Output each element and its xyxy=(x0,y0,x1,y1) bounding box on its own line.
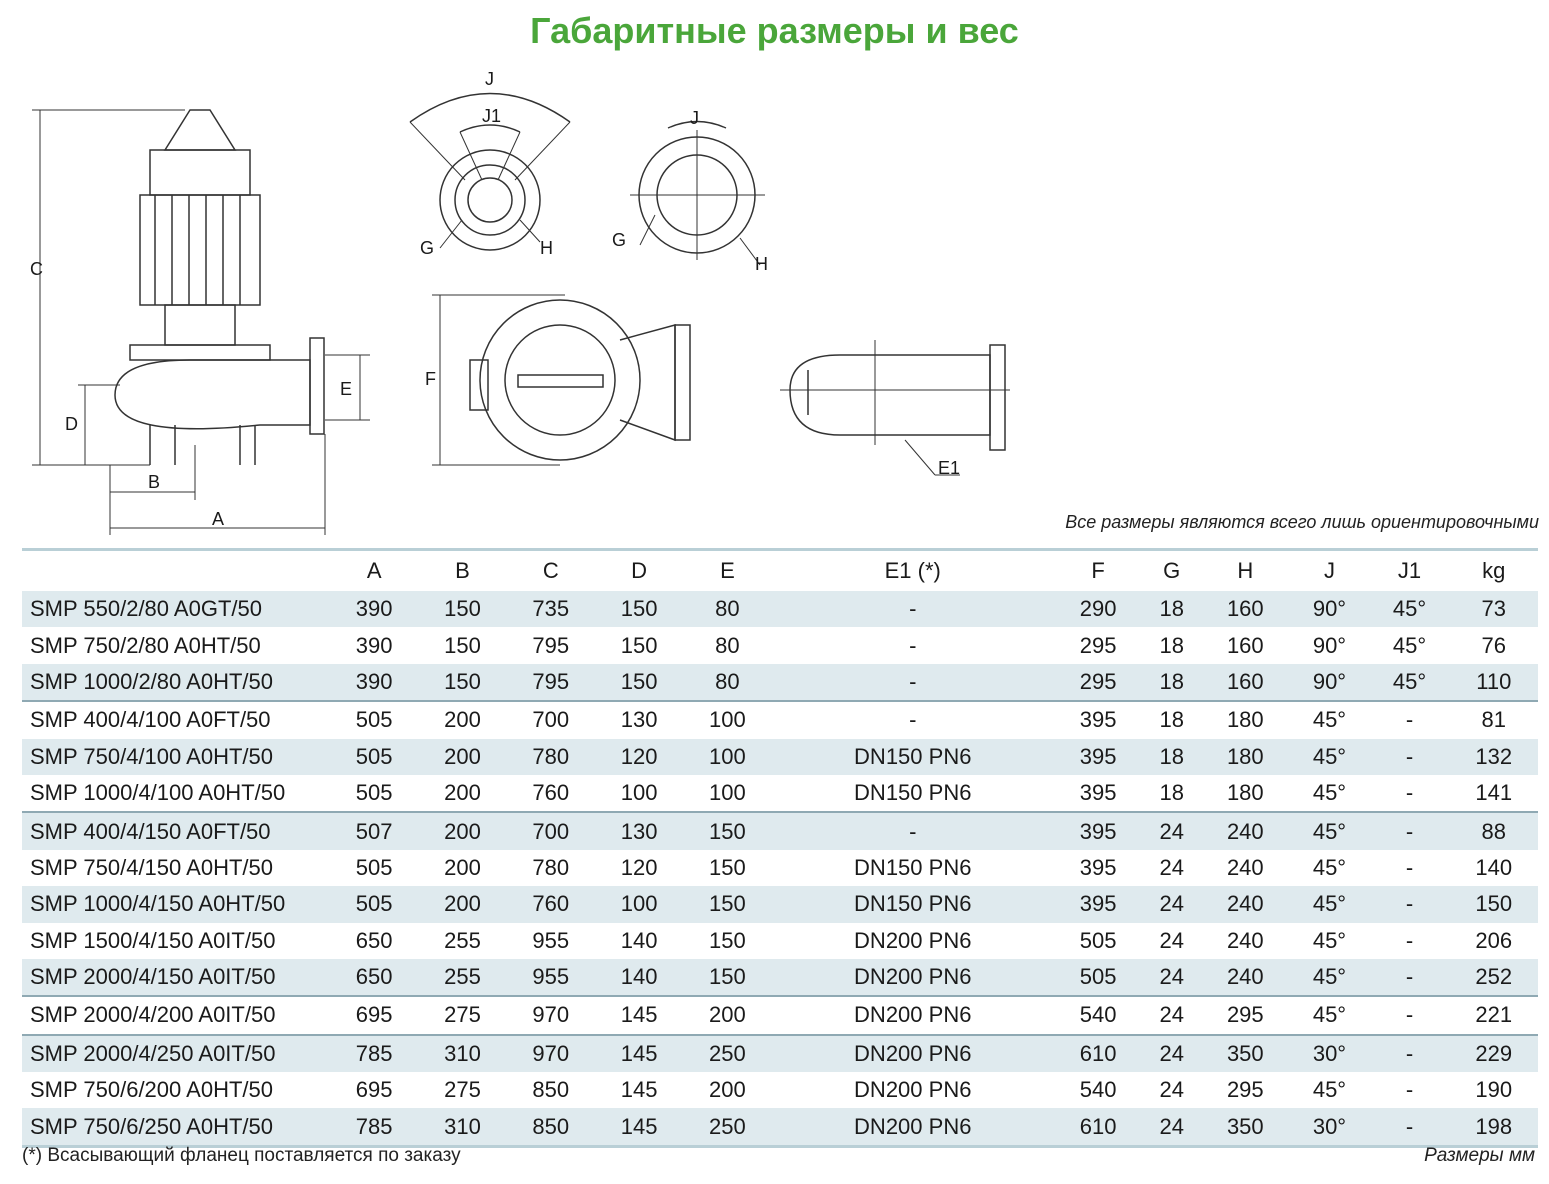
value-cell: 90° xyxy=(1289,591,1369,627)
value-cell: 395 xyxy=(1079,854,1117,880)
model-cell: SMP 400/4/100 A0FT/50 xyxy=(22,701,330,738)
col-f: F xyxy=(1054,550,1142,592)
table-body xyxy=(22,591,1538,1146)
value-cell: 150 xyxy=(418,664,506,701)
value-cell: 45° xyxy=(1289,701,1369,738)
value-cell: 160 xyxy=(1201,664,1289,701)
col-model xyxy=(22,550,330,592)
col-kg: kg xyxy=(1450,550,1538,592)
value-cell: 295 xyxy=(1054,664,1142,701)
label-g-small: G xyxy=(420,238,435,258)
units-note: Размеры мм xyxy=(1424,1145,1535,1166)
value-cell: - xyxy=(1370,739,1450,775)
value-cell: 18 xyxy=(1159,632,1184,658)
technical-drawings xyxy=(0,70,1549,550)
dimensions-table xyxy=(22,548,1538,1148)
value-cell: 45° xyxy=(1392,632,1427,658)
value-cell: DN200 PN6 xyxy=(772,1108,1054,1146)
value-cell: 200 xyxy=(418,812,506,849)
value-cell: 18 xyxy=(1159,780,1184,806)
value-cell: 200 xyxy=(418,886,506,922)
value-cell: 45° xyxy=(1370,664,1450,701)
value-cell: 45° xyxy=(1312,927,1347,953)
model-cell: SMP 1000/2/80 A0HT/50 xyxy=(22,664,330,701)
value-cell: 180 xyxy=(1226,780,1264,806)
value-cell: 735 xyxy=(507,591,595,627)
value-cell: 250 xyxy=(683,1035,771,1072)
value-cell: DN200 PN6 xyxy=(854,927,972,953)
value-cell: 350 xyxy=(1201,1035,1289,1072)
value-cell: 132 xyxy=(1450,739,1538,775)
col-j1: J1 xyxy=(1370,550,1450,592)
value-cell: 18 xyxy=(1142,701,1201,738)
value-cell: 850 xyxy=(507,1108,595,1146)
value-cell: 45° xyxy=(1289,959,1369,996)
value-cell: 150 xyxy=(595,664,683,701)
value-cell: 45° xyxy=(1312,1077,1347,1103)
value-cell: DN150 PN6 xyxy=(854,854,972,880)
label-j1: J1 xyxy=(482,106,502,126)
value-cell: 18 xyxy=(1142,739,1201,775)
value-cell: 45° xyxy=(1289,739,1369,775)
label-h-small: H xyxy=(540,238,553,258)
value-cell: DN200 PN6 xyxy=(772,1035,1054,1072)
value-cell: - xyxy=(1370,1035,1450,1072)
col-e: E xyxy=(683,550,771,592)
value-cell: 650 xyxy=(330,959,418,996)
col-e1: E1 (*) xyxy=(772,550,1054,592)
value-cell: 650 xyxy=(355,927,393,953)
value-cell: 200 xyxy=(444,854,481,880)
value-cell: 255 xyxy=(418,959,506,996)
value-cell: 507 xyxy=(330,812,418,849)
value-cell: 90° xyxy=(1312,632,1347,658)
table-row xyxy=(22,775,1538,812)
value-cell: 700 xyxy=(507,701,595,738)
value-cell: 395 xyxy=(1054,886,1142,922)
value-cell: DN150 PN6 xyxy=(772,886,1054,922)
value-cell: 24 xyxy=(1142,1035,1201,1072)
model-cell: SMP 1000/4/150 A0HT/50 xyxy=(22,886,330,922)
value-cell: 505 xyxy=(330,886,418,922)
value-cell: 200 xyxy=(709,1077,746,1103)
value-cell: 45° xyxy=(1289,812,1369,849)
value-cell: 190 xyxy=(1475,1077,1513,1103)
value-cell: - xyxy=(1405,780,1414,806)
value-cell: 200 xyxy=(418,739,506,775)
value-cell: 150 xyxy=(620,632,658,658)
value-cell: 100 xyxy=(620,780,658,806)
value-cell: 850 xyxy=(532,1077,570,1103)
model-cell: SMP 1500/4/150 A0IT/50 xyxy=(30,927,276,953)
value-cell: 700 xyxy=(507,812,595,849)
value-cell: 295 xyxy=(1226,1077,1264,1103)
value-cell: 45° xyxy=(1289,886,1369,922)
value-cell: 780 xyxy=(532,854,570,880)
value-cell: 505 xyxy=(1054,959,1142,996)
value-cell: 180 xyxy=(1201,701,1289,738)
value-cell: 150 xyxy=(1450,886,1538,922)
value-cell: 81 xyxy=(1450,701,1538,738)
value-cell: 150 xyxy=(418,591,506,627)
value-cell: 80 xyxy=(683,664,771,701)
label-h-large: H xyxy=(755,254,768,274)
value-cell: 785 xyxy=(330,1035,418,1072)
value-cell: 140 xyxy=(1475,854,1513,880)
value-cell: 24 xyxy=(1142,996,1201,1034)
value-cell: 140 xyxy=(595,959,683,996)
value-cell: 45° xyxy=(1289,996,1369,1034)
value-cell: 130 xyxy=(595,701,683,738)
value-cell: 100 xyxy=(683,701,771,738)
value-cell: 255 xyxy=(444,927,481,953)
value-cell: 150 xyxy=(595,591,683,627)
table-row xyxy=(22,591,1538,627)
value-cell: 275 xyxy=(418,996,506,1034)
value-cell: DN150 PN6 xyxy=(854,780,972,806)
value-cell: 80 xyxy=(715,632,740,658)
value-cell: 200 xyxy=(683,996,771,1034)
model-cell: SMP 750/4/150 A0HT/50 xyxy=(30,854,273,880)
value-cell: 955 xyxy=(507,959,595,996)
value-cell: 395 xyxy=(1054,701,1142,738)
model-cell: SMP 550/2/80 A0GT/50 xyxy=(22,591,330,627)
value-cell: 970 xyxy=(507,996,595,1034)
model-cell: SMP 750/6/250 A0HT/50 xyxy=(22,1108,330,1146)
label-e: E xyxy=(340,379,353,399)
value-cell: 30° xyxy=(1289,1035,1369,1072)
value-cell: 120 xyxy=(620,854,658,880)
table-row xyxy=(22,1035,1538,1072)
table-row xyxy=(22,627,1538,663)
value-cell: 24 xyxy=(1142,812,1201,849)
value-cell: - xyxy=(909,632,917,658)
value-cell: 150 xyxy=(444,632,481,658)
pump-top-view-large xyxy=(630,122,765,266)
value-cell: 18 xyxy=(1142,664,1201,701)
table-row xyxy=(22,1108,1538,1146)
value-cell: 695 xyxy=(330,996,418,1034)
label-g-large: G xyxy=(612,230,627,250)
value-cell: DN150 PN6 xyxy=(772,739,1054,775)
value-cell: 73 xyxy=(1450,591,1538,627)
col-c: C xyxy=(507,550,595,592)
value-cell: 275 xyxy=(444,1077,481,1103)
value-cell: - xyxy=(1370,996,1450,1034)
model-cell: SMP 2000/4/150 A0IT/50 xyxy=(22,959,330,996)
col-a: A xyxy=(330,550,418,592)
value-cell: 250 xyxy=(683,1108,771,1146)
table-row xyxy=(22,1072,1538,1108)
drawings-svg xyxy=(0,70,1549,550)
label-a: A xyxy=(212,509,225,529)
value-cell: - xyxy=(1370,886,1450,922)
approximate-note: Все размеры являются всего лишь ориентировочными xyxy=(1065,512,1539,532)
value-cell: 295 xyxy=(1079,632,1117,658)
pump-front-view xyxy=(780,340,1010,475)
value-cell: 80 xyxy=(683,591,771,627)
value-cell: 100 xyxy=(683,739,771,775)
value-cell: 695 xyxy=(355,1077,393,1103)
value-cell: 24 xyxy=(1142,959,1201,996)
label-j-small: J xyxy=(485,70,494,89)
label-b: B xyxy=(148,472,161,492)
value-cell: 505 xyxy=(330,701,418,738)
label-f: F xyxy=(425,369,436,389)
value-cell: 30° xyxy=(1289,1108,1369,1146)
table-row xyxy=(22,886,1538,922)
label-j-large: J xyxy=(690,108,699,128)
label-e1: E1 xyxy=(938,458,961,478)
model-cell: SMP 750/4/100 A0HT/50 xyxy=(22,739,330,775)
value-cell: 206 xyxy=(1475,927,1513,953)
value-cell: 540 xyxy=(1054,996,1142,1034)
value-cell: 760 xyxy=(532,780,570,806)
value-cell: 24 xyxy=(1159,854,1184,880)
value-cell: 76 xyxy=(1481,632,1507,658)
value-cell: 760 xyxy=(507,886,595,922)
value-cell: 200 xyxy=(418,701,506,738)
value-cell: 955 xyxy=(532,927,570,953)
value-cell: 120 xyxy=(595,739,683,775)
value-cell: 150 xyxy=(683,959,771,996)
pump-side-view xyxy=(32,110,370,535)
value-cell: - xyxy=(1370,1108,1450,1146)
value-cell: 610 xyxy=(1054,1108,1142,1146)
value-cell: 198 xyxy=(1450,1108,1538,1146)
value-cell: DN200 PN6 xyxy=(772,996,1054,1034)
table-row xyxy=(22,664,1538,701)
value-cell: 240 xyxy=(1201,886,1289,922)
value-cell: - xyxy=(1370,701,1450,738)
value-cell: 395 xyxy=(1054,739,1142,775)
value-cell: - xyxy=(772,591,1054,627)
value-cell: 150 xyxy=(709,927,746,953)
model-cell: SMP 400/4/150 A0FT/50 xyxy=(22,812,330,849)
footnote: (*) Всасывающий фланец поставляется по заказу xyxy=(22,1145,461,1166)
col-d: D xyxy=(595,550,683,592)
value-cell: 110 xyxy=(1450,664,1538,701)
value-cell: 505 xyxy=(1079,927,1117,953)
value-cell: 45° xyxy=(1312,854,1347,880)
value-cell: 795 xyxy=(532,632,570,658)
value-cell: 290 xyxy=(1054,591,1142,627)
value-cell: 100 xyxy=(709,780,746,806)
value-cell: 229 xyxy=(1450,1035,1538,1072)
value-cell: 24 xyxy=(1142,1108,1201,1146)
table-row xyxy=(22,701,1538,738)
value-cell: 395 xyxy=(1054,812,1142,849)
model-cell: SMP 2000/4/250 A0IT/50 xyxy=(22,1035,330,1072)
value-cell: 295 xyxy=(1201,996,1289,1034)
value-cell: - xyxy=(1405,927,1414,953)
pump-plan-view xyxy=(432,295,690,465)
value-cell: 150 xyxy=(683,886,771,922)
table-row xyxy=(22,959,1538,996)
model-cell: SMP 750/6/200 A0HT/50 xyxy=(30,1077,273,1103)
value-cell: 24 xyxy=(1159,1077,1184,1103)
col-h: H xyxy=(1201,550,1289,592)
value-cell: 24 xyxy=(1142,886,1201,922)
value-cell: 140 xyxy=(620,927,658,953)
value-cell: 18 xyxy=(1142,591,1201,627)
value-cell: 390 xyxy=(330,664,418,701)
value-cell: 200 xyxy=(444,780,481,806)
value-cell: - xyxy=(1370,959,1450,996)
value-cell: 45° xyxy=(1370,591,1450,627)
value-cell: 970 xyxy=(507,1035,595,1072)
label-c: C xyxy=(30,259,43,279)
value-cell: - xyxy=(1405,854,1414,880)
value-cell: 240 xyxy=(1201,959,1289,996)
value-cell: 88 xyxy=(1450,812,1538,849)
label-d: D xyxy=(65,414,78,434)
value-cell: 145 xyxy=(595,1035,683,1072)
value-cell: 390 xyxy=(330,591,418,627)
value-cell: 240 xyxy=(1226,927,1264,953)
table-row xyxy=(22,850,1538,886)
value-cell: 505 xyxy=(355,854,393,880)
page-title: Габаритные размеры и вес xyxy=(530,10,1019,51)
value-cell: 610 xyxy=(1054,1035,1142,1072)
value-cell: 390 xyxy=(355,632,393,658)
table-row xyxy=(22,739,1538,775)
value-cell: 150 xyxy=(683,812,771,849)
table-row xyxy=(22,923,1538,959)
value-cell: - xyxy=(1370,812,1450,849)
value-cell: - xyxy=(772,701,1054,738)
value-cell: 145 xyxy=(595,1108,683,1146)
value-cell: 45° xyxy=(1312,780,1347,806)
model-cell: SMP 2000/4/200 A0IT/50 xyxy=(22,996,330,1034)
value-cell: DN200 PN6 xyxy=(772,959,1054,996)
value-cell: 240 xyxy=(1201,812,1289,849)
value-cell: 310 xyxy=(418,1108,506,1146)
value-cell: 145 xyxy=(595,996,683,1034)
table-row xyxy=(22,812,1538,849)
value-cell: 505 xyxy=(330,739,418,775)
value-cell: 310 xyxy=(418,1035,506,1072)
value-cell: 160 xyxy=(1201,591,1289,627)
col-b: B xyxy=(418,550,506,592)
col-j: J xyxy=(1289,550,1369,592)
value-cell: 141 xyxy=(1475,780,1513,806)
value-cell: 350 xyxy=(1201,1108,1289,1146)
value-cell: 505 xyxy=(355,780,393,806)
table-row xyxy=(22,996,1538,1034)
value-cell: 785 xyxy=(330,1108,418,1146)
value-cell: - xyxy=(772,812,1054,849)
model-cell: SMP 750/2/80 A0HT/50 xyxy=(30,632,261,658)
value-cell: 395 xyxy=(1079,780,1117,806)
value-cell: 540 xyxy=(1079,1077,1117,1103)
table-header-row xyxy=(22,550,1538,592)
model-cell: SMP 1000/4/100 A0HT/50 xyxy=(30,780,286,806)
value-cell: 150 xyxy=(709,854,746,880)
value-cell: 221 xyxy=(1450,996,1538,1034)
value-cell: DN200 PN6 xyxy=(854,1077,972,1103)
value-cell: 180 xyxy=(1201,739,1289,775)
value-cell: 252 xyxy=(1450,959,1538,996)
col-g: G xyxy=(1142,550,1201,592)
value-cell: 145 xyxy=(620,1077,658,1103)
value-cell: 100 xyxy=(595,886,683,922)
value-cell: 160 xyxy=(1226,632,1264,658)
value-cell: 795 xyxy=(507,664,595,701)
value-cell: 24 xyxy=(1159,927,1184,953)
value-cell: 240 xyxy=(1226,854,1264,880)
value-cell: - xyxy=(772,664,1054,701)
value-cell: - xyxy=(1405,1077,1414,1103)
value-cell: 130 xyxy=(595,812,683,849)
value-cell: 780 xyxy=(507,739,595,775)
value-cell: 90° xyxy=(1289,664,1369,701)
